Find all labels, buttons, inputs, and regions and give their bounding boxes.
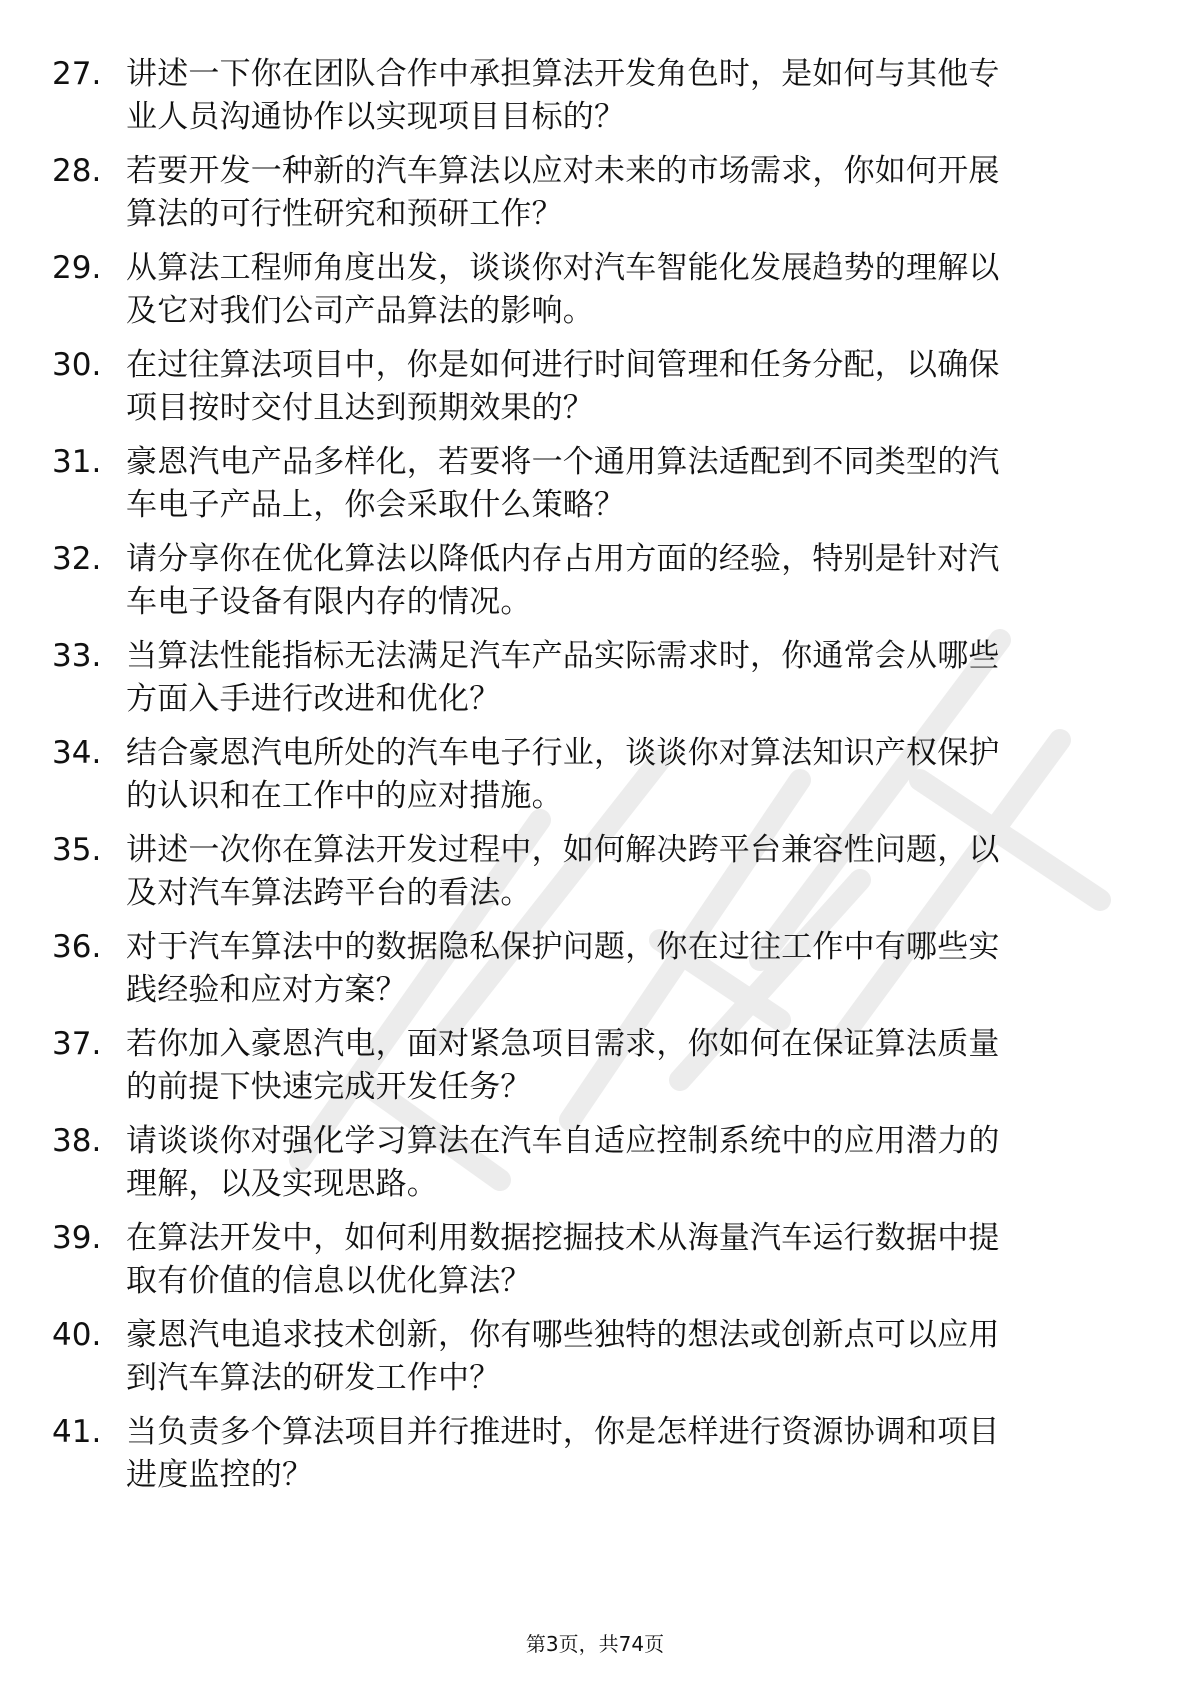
question-number: 39.: [52, 1220, 102, 1256]
question-text-line: 对于汽车算法中的数据隐私保护问题，你在过往工作中有哪些实: [126, 929, 1000, 965]
question-list: [0, 52, 1190, 1507]
question-item: [0, 1313, 1190, 1410]
question-text-line: 豪恩汽电产品多样化，若要将一个通用算法适配到不同类型的汽: [126, 444, 1000, 480]
question-item: [0, 52, 1190, 149]
question-text-line: 到汽车算法的研发工作中？: [126, 1360, 501, 1396]
question-item: [0, 731, 1190, 828]
question-text-line: 算法的可行性研究和预研工作？: [126, 196, 563, 232]
question-text-line: 业人员沟通协作以实现项目目标的？: [126, 99, 626, 135]
question-text-line: 在算法开发中，如何利用数据挖掘技术从海量汽车运行数据中提: [126, 1220, 1000, 1256]
question-text-line: 方面入手进行改进和优化？: [126, 681, 501, 717]
question-text-line: 及它对我们公司产品算法的影响。: [126, 293, 594, 329]
question-number: 27.: [52, 56, 102, 92]
question-number: 34.: [52, 735, 102, 771]
question-text-line: 讲述一下你在团队合作中承担算法开发角色时，是如何与其他专: [126, 56, 1000, 92]
question-text-line: 当算法性能指标无法满足汽车产品实际需求时，你通常会从哪些: [126, 638, 1000, 674]
question-item: [0, 1119, 1190, 1216]
question-text-line: 讲述一次你在算法开发过程中，如何解决跨平台兼容性问题，以: [126, 832, 1000, 868]
question-item: [0, 537, 1190, 634]
question-text-line: 践经验和应对方案？: [126, 972, 407, 1008]
question-text-line: 进度监控的？: [126, 1457, 314, 1493]
question-item: [0, 440, 1190, 537]
question-number: 29.: [52, 250, 102, 286]
question-text-line: 取有价值的信息以优化算法？: [126, 1263, 532, 1299]
question-text-line: 车电子设备有限内存的情况。: [126, 584, 532, 620]
question-text-line: 车电子产品上，你会采取什么策略？: [126, 487, 626, 523]
question-item: [0, 925, 1190, 1022]
question-number: 40.: [52, 1317, 102, 1353]
question-item: [0, 149, 1190, 246]
question-number: 31.: [52, 444, 102, 480]
question-item: [0, 1216, 1190, 1313]
question-text-line: 项目按时交付且达到预期效果的？: [126, 390, 594, 426]
question-text-line: 从算法工程师角度出发，谈谈你对汽车智能化发展趋势的理解以: [126, 250, 1000, 286]
question-text-line: 当负责多个算法项目并行推进时，你是怎样进行资源协调和项目: [126, 1414, 1000, 1450]
question-number: 36.: [52, 929, 102, 965]
question-text-line: 结合豪恩汽电所处的汽车电子行业，谈谈你对算法知识产权保护: [126, 735, 1000, 771]
question-item: [0, 246, 1190, 343]
question-item: [0, 1022, 1190, 1119]
question-text-line: 在过往算法项目中，你是如何进行时间管理和任务分配，以确保: [126, 347, 1000, 383]
question-text-line: 请分享你在优化算法以降低内存占用方面的经验，特别是针对汽: [126, 541, 1000, 577]
question-text-line: 及对汽车算法跨平台的看法。: [126, 875, 532, 911]
question-text-line: 若你加入豪恩汽电，面对紧急项目需求，你如何在保证算法质量: [126, 1026, 1000, 1062]
question-number: 33.: [52, 638, 102, 674]
question-item: [0, 343, 1190, 440]
question-text-line: 豪恩汽电追求技术创新，你有哪些独特的想法或创新点可以应用: [126, 1317, 1000, 1353]
question-text-line: 的认识和在工作中的应对措施。: [126, 778, 563, 814]
question-number: 32.: [52, 541, 102, 577]
question-number: 37.: [52, 1026, 102, 1062]
question-item: [0, 1410, 1190, 1507]
question-text-line: 若要开发一种新的汽车算法以应对未来的市场需求，你如何开展: [126, 153, 1000, 189]
question-item: [0, 634, 1190, 731]
question-text-line: 请谈谈你对强化学习算法在汽车自适应控制系统中的应用潜力的: [126, 1123, 1000, 1159]
page-number-footer: 第3页，共74页: [525, 1632, 665, 1656]
question-number: 41.: [52, 1414, 102, 1450]
question-number: 35.: [52, 832, 102, 868]
question-number: 28.: [52, 153, 102, 189]
question-text-line: 的前提下快速完成开发任务？: [126, 1069, 532, 1105]
question-number: 38.: [52, 1123, 102, 1159]
question-item: [0, 828, 1190, 925]
question-text-line: 理解，以及实现思路。: [126, 1166, 438, 1202]
question-number: 30.: [52, 347, 102, 383]
